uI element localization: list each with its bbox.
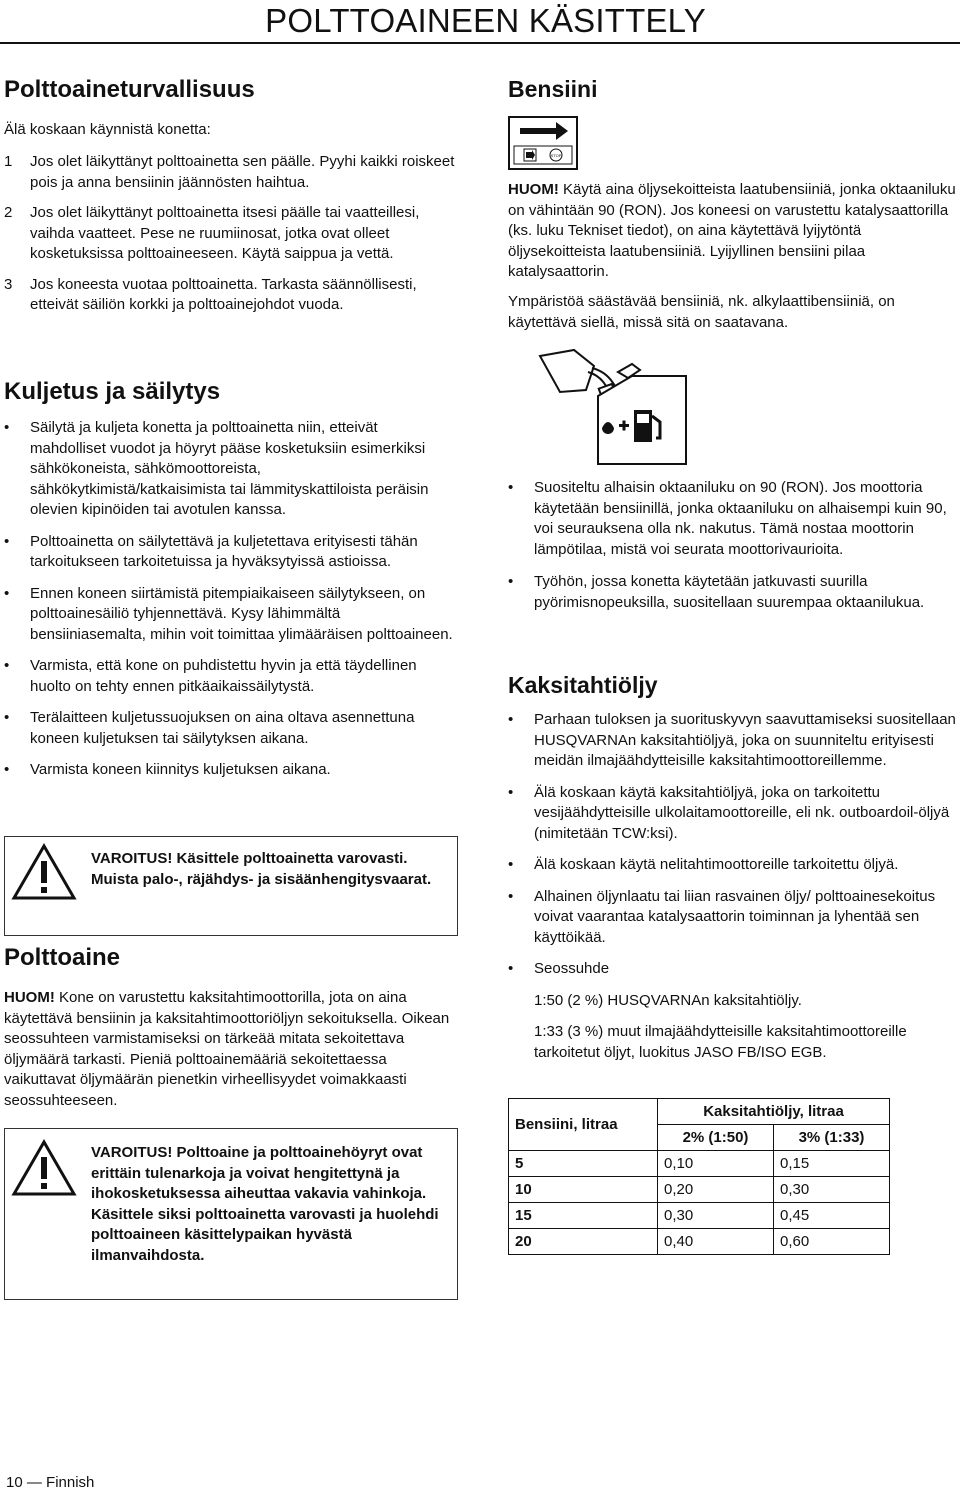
stop-label: STOP (550, 153, 562, 158)
safety-item (4, 152, 456, 193)
petrol-list (508, 478, 958, 613)
transport-bullet: • Varmista koneen kiinnitys kuljetuksen aikana. (4, 760, 456, 781)
transport-bullet: • Säilytä ja kuljeta konetta ja polttoainetta niin, etteivät mahdolliset vuodot ja höyryt pääse kosketuksiin esimerkiksi sähkökoneista, sähkömoottoreista, sähkökytkimistä/katkaisimista tai lämmityskattiloista peräisin olevien kipinöiden tai avotulen kanssa. (4, 418, 456, 521)
page-footer (6, 1474, 94, 1491)
table-header-2pct: 2% (1:50) (658, 1125, 774, 1151)
safety-intro: Älä koskaan käynnistä konetta: (4, 121, 211, 138)
item-text: Jos koneesta vuotaa polttoainetta. Tarkasta säännöllisesti, etteivät säiliön korkki ja polttoainejohdot vuoda. (30, 275, 417, 313)
footer-language: Finnish (46, 1474, 95, 1491)
warning-triangle-icon (11, 1139, 77, 1197)
warning-text: VAROITUS! Polttoaine ja polttoainehöyryt ovat erittäin tulenarkoja ja voivat hengitettynä ja ihokosketuksessa aiheuttaa vakavia vahinkoja. Käsittele siksi polttoainetta varovasti ja huolehdi polttoaineen käsittelypaikan hyvästä ilmanvaihdosta. (91, 1144, 439, 1264)
transport-bullet: • Terälaitteen kuljetussuojuksen on aina oltava asennettuna koneen kuljetuksen tai säilytyksen aikana. (4, 708, 456, 749)
footer-dash: — (26, 1474, 42, 1491)
oil-bullet: • Älä koskaan käytä kaksitahtiöljyä, joka on tarkoitettu vesijäähdytteisille ulkolaitamoottoreille, eli nk. outboardoil-öljyä (nimitetään TCW:ksi). (508, 783, 958, 845)
safety-item (4, 275, 456, 316)
fuel-mix-table (508, 1098, 890, 1255)
table-cell: 0,30 (658, 1203, 774, 1229)
warning-box-fuel (4, 1128, 458, 1300)
warning-text: VAROITUS! Käsittele polttoainetta varovasti. Muista palo-, räjähdys- ja sisäänhengitysvaarat. (91, 850, 432, 888)
warning-triangle-icon (11, 843, 77, 901)
fuel-can-pictogram (536, 346, 696, 466)
table-header-petrol: Bensiini, litraa (509, 1099, 658, 1151)
table-row (509, 1229, 890, 1255)
note-label: HUOM! (4, 989, 55, 1006)
safety-item (4, 203, 456, 265)
header-rule (0, 42, 960, 44)
transport-bullet: • Varmista, että kone on puhdistettu hyvin ja että täydellinen huolto on tehty ennen pitkäaikaissäilytystä. (4, 656, 456, 697)
section-title-petrol: Bensiini (508, 76, 598, 102)
oil-list (508, 710, 958, 1063)
table-cell: 0,10 (658, 1151, 774, 1177)
table-cell: 0,45 (774, 1203, 890, 1229)
page-header-title: POLTTOAINEEN KÄSITTELY (265, 2, 706, 39)
table-header-3pct: 3% (1:33) (774, 1125, 890, 1151)
table-cell: 10 (509, 1177, 658, 1203)
note-text: Käytä aina öljysekoitteista laatubensiiniä, jonka oktaaniluku on vähintään 90 (RON). Jos koneesi on varustettu katalysaattorilla (ks. luku Tekniset tiedot), on aina käytettävä lyijytöntä öljysekoitteista laatubensiiniä. Lyijyllinen bensiini pilaa katalysaattorin. (508, 181, 956, 280)
fuel-note (4, 988, 456, 1111)
ratio-text: 1:50 (2 %) HUSQVARNAn kaksitahtiöljy. (534, 991, 802, 1009)
note-text: Kone on varustettu kaksitahtimoottorilla, jota on aina käytettävä bensiinin ja kaksitahtimoottoriöljyn sekoituksella. Oikean seossuhteen varmistamiseksi on tärkeää mitata sekoitettava öljymäärä tarkasti. Pieniä polttoainemääriä sekoitettaessa vaikuttavat öljymäärän pienetkin virheellisyydet voimakkaasti seossuhteeseen. (4, 989, 450, 1109)
section-title-safety: Polttoaineturvallisuus (4, 76, 255, 103)
table-cell: 0,30 (774, 1177, 890, 1203)
table-cell: 20 (509, 1229, 658, 1255)
transport-list (4, 418, 456, 781)
oil-bullet: • Älä koskaan käytä nelitahtimoottoreille tarkoitettu öljyä. (508, 855, 958, 876)
oil-bullet: • Alhainen öljynlaatu tai liian rasvainen öljy/ polttoainesekoitus voivat vaarantaa katalysaattorin toiminnan ja lyhentää sen käyttöikää. (508, 887, 958, 949)
table-row (509, 1203, 890, 1229)
warning-box-handling (4, 836, 458, 936)
note-label: HUOM! (508, 181, 559, 198)
table-cell: 0,20 (658, 1177, 774, 1203)
transport-bullet: • Ennen koneen siirtämistä pitempiaikaiseen säilytykseen, on polttoainesäiliö tyhjennettävä. Kysy lähimmältä bensiiniasemalta, mihin voit toimittaa ylimääräisen polttoaineen. (4, 584, 456, 646)
table-header-oil: Kaksitahtiöljy, litraa (658, 1099, 890, 1125)
section-title-oil: Kaksitahtiöljy (508, 672, 658, 698)
table-cell: 5 (509, 1151, 658, 1177)
petrol-bullet: • Suositeltu alhaisin oktaaniluku on 90 (RON). Jos moottoria käytetään bensiinillä, jonka oktaaniluku on alhaisempi kuin 90, voi seurauksena olla nk. nakutus. Tämä nostaa moottorin lämpötilaa, mistä voi seurata moottorivaurioita. (508, 478, 958, 560)
oil-bullet: • Parhaan tuloksen ja suorituskyvyn saavuttamiseksi suositellaan HUSQVARNAn kaksitahtiöljyä, joka on suunniteltu erityisesti meidän ilmajäähdytteisille kaksitahtimoottoreillemme. (508, 710, 958, 772)
item-number: 3 (4, 275, 13, 293)
safety-list (4, 152, 456, 316)
item-text: Jos olet läikyttänyt polttoainetta itsesi päälle tai vaatteillesi, vaihda vaatteet. Pese ne ruumiinosat, jotka ovat olleet kosketuksissa polttoaineeseen. Käytä saippua ja vettä. (30, 204, 420, 262)
transport-bullet: • Polttoainetta on säilytettävä ja kuljetettava erityisesti tähän tarkoitukseen tarkoitetuissa ja hyväksytyissä astioissa. (4, 532, 456, 573)
table-cell: 0,60 (774, 1229, 890, 1255)
table-row (509, 1177, 890, 1203)
ratio-text: 1:33 (3 %) muut ilmajäähdytteisille kaksitahtimoottoreille tarkoitetut öljyt, luokitus JASO FB/ISO EGB. (534, 1023, 907, 1061)
oil-bullet: • Seossuhde (508, 959, 958, 980)
table-cell: 0,15 (774, 1151, 890, 1177)
item-number: 1 (4, 153, 13, 170)
section-title-fuel: Polttoaine (4, 944, 121, 971)
page-number: 10 (6, 1474, 23, 1491)
item-text: Jos olet läikyttänyt polttoainetta sen päälle. Pyyhi kaikki roiskeet pois ja anna bensiinin jäännösten haihtua. (30, 153, 455, 191)
table-row (509, 1151, 890, 1177)
petrol-bullet: • Työhön, jossa konetta käytetään jatkuvasti suurilla pyörimisnopeuksilla, suositellaan suurempaa oktaanilukua. (508, 572, 958, 613)
petrol-eco-note: Ympäristöä säästävää bensiiniä, nk. alkylaattibensiiniä, on käytettävä siellä, missä sitä on saatavana. (508, 293, 895, 331)
fuel-stop-pictogram (508, 116, 578, 170)
petrol-note (508, 180, 958, 283)
table-cell: 0,40 (658, 1229, 774, 1255)
item-number: 2 (4, 204, 13, 221)
section-title-transport: Kuljetus ja säilytys (4, 378, 221, 405)
table-cell: 15 (509, 1203, 658, 1229)
